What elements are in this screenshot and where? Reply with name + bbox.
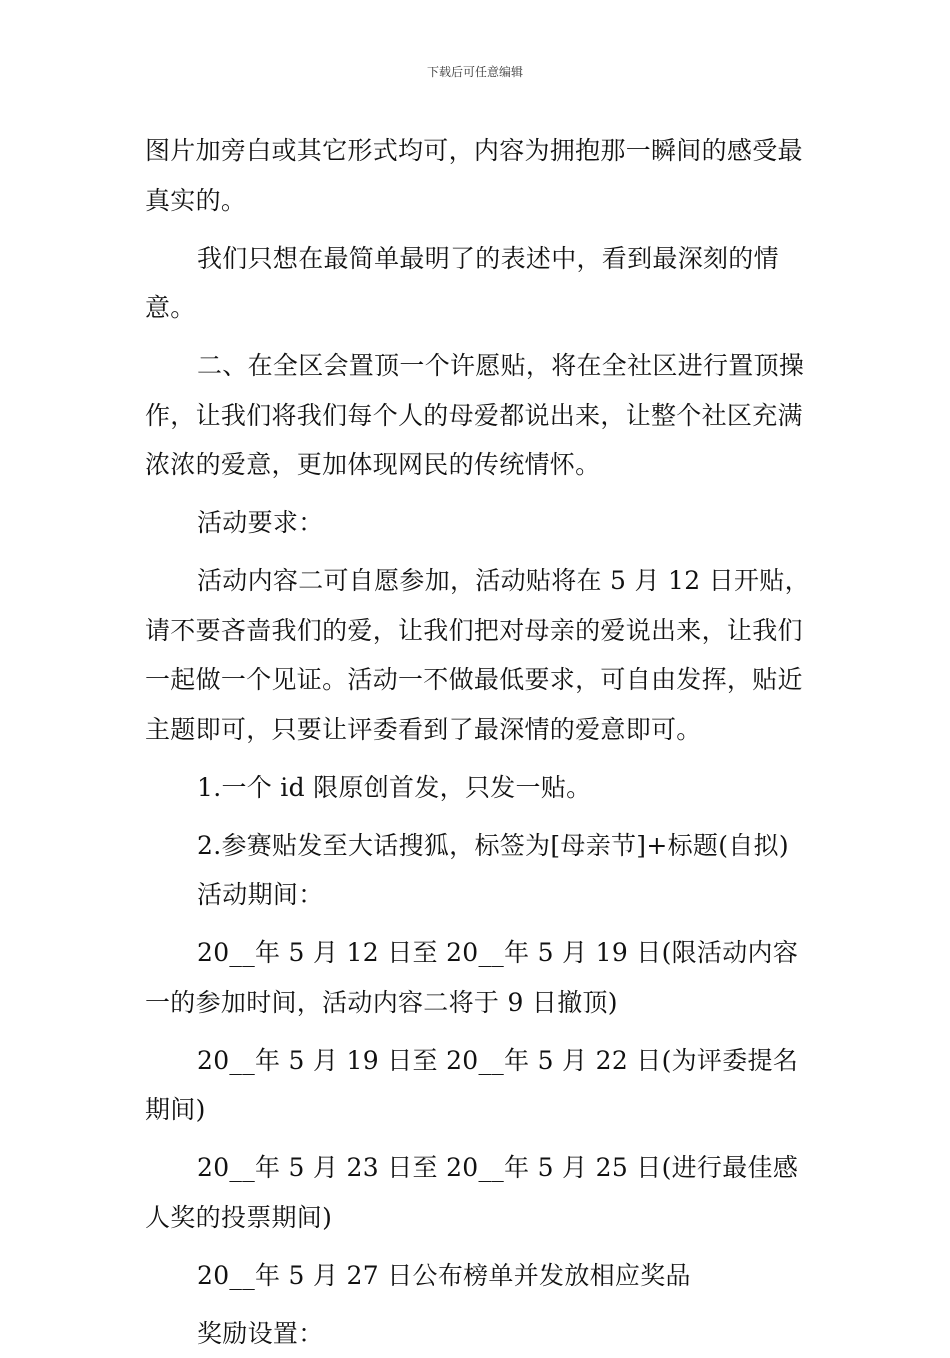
rule-item-1: 1.一个 id 限原创首发，只发一贴。 [145, 763, 815, 813]
period-item-1: 20__年 5 月 12 日至 20__年 5 月 19 日(限活动内容一的参加时间，活动内容二将于 9 日撤顶) [145, 928, 815, 1027]
paragraph-requirements-detail: 活动内容二可自愿参加，活动贴将在 5 月 12 日开贴，请不要吝啬我们的爱，让我们把对母亲的爱说出来，让我们一起做一个见证。活动一不做最低要求，可自由发挥，贴近主题即可，只要让评委看到了最深情的爱意即可。 [145, 556, 815, 754]
period-item-3: 20__年 5 月 23 日至 20__年 5 月 25 日(进行最佳感人奖的投票期间) [145, 1143, 815, 1242]
period-item-2: 20__年 5 月 19 日至 20__年 5 月 22 日(为评委提名期间) [145, 1036, 815, 1135]
rule-item-2: 2.参赛贴发至大话搜狐，标签为[母亲节]+标题(自拟) [145, 821, 815, 871]
document-body [145, 126, 815, 1358]
page-header-note: 下载后可任意编辑 [0, 64, 950, 80]
heading-activity-period: 活动期间： [145, 870, 815, 920]
period-item-4: 20__年 5 月 27 日公布榜单并发放相应奖品 [145, 1251, 815, 1301]
heading-activity-requirements: 活动要求： [145, 498, 815, 548]
paragraph-photo-caption: 图片加旁白或其它形式均可，内容为拥抱那一瞬间的感受最真实的。 [145, 126, 815, 225]
paragraph-wish-post: 二、在全区会置顶一个许愿贴，将在全社区进行置顶操作，让我们将我们每个人的母爱都说出来，让整个社区充满浓浓的爱意，更加体现网民的传统情怀。 [145, 341, 815, 490]
paragraph-expression: 我们只想在最简单最明了的表述中，看到最深刻的情意。 [145, 234, 815, 333]
heading-rewards: 奖励设置： [145, 1309, 815, 1358]
